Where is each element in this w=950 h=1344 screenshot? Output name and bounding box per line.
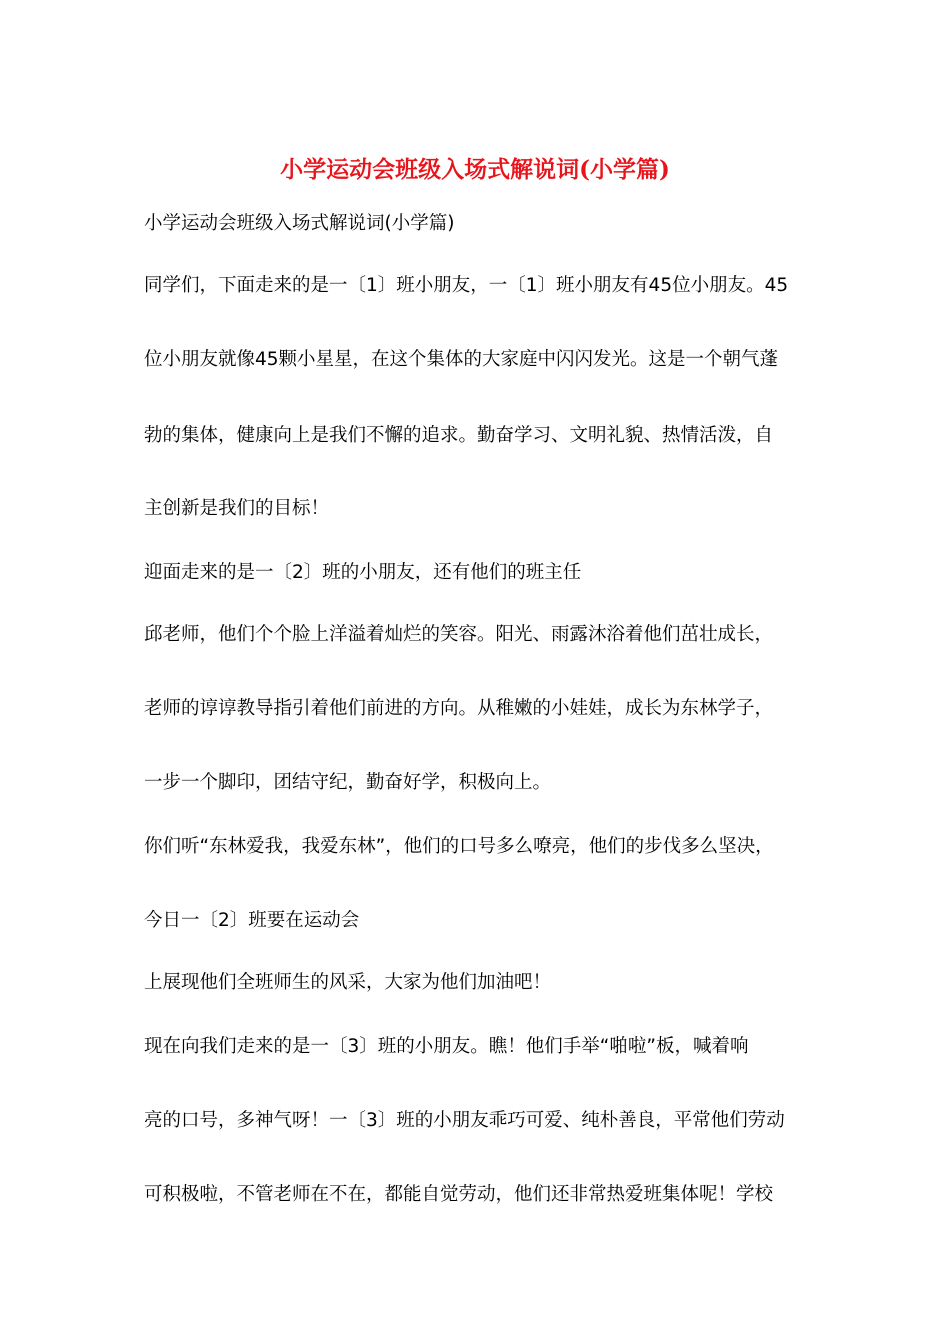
- text-line-10: 你们听“东林爱我，我爱东林”，他们的口号多么嘹亮，他们的步伐多么坚决，: [144, 836, 774, 857]
- document-title: 小学运动会班级入场式解说词(小学篇): [280, 156, 670, 183]
- text-line-9: 一步一个脚印，团结守纪，勤奋好学，积极向上。: [144, 772, 552, 793]
- text-line-1: 小学运动会班级入场式解说词(小学篇): [144, 213, 455, 234]
- text-line-6: 迎面走来的是一〔2〕班的小朋友，还有他们的班主任: [144, 562, 582, 583]
- text-line-15: 可积极啦，不管老师在不在，都能自觉劳动，他们还非常热爱班集体呢！学校: [144, 1184, 774, 1205]
- text-line-12: 上展现他们全班师生的风采，大家为他们加油吧！: [144, 972, 552, 993]
- text-line-13: 现在向我们走来的是一〔3〕班的小朋友。瞧！他们手举“啪啦”板，喊着响: [144, 1036, 749, 1057]
- text-line-2: 同学们，下面走来的是一〔1〕班小朋友，一〔1〕班小朋友有45位小朋友。45: [144, 275, 789, 296]
- text-line-7: 邱老师，他们个个脸上洋溢着灿烂的笑容。阳光、雨露沐浴着他们茁壮成长，: [144, 624, 774, 645]
- text-line-3: 位小朋友就像45颗小星星，在这个集体的大家庭中闪闪发光。这是一个朝气蓬: [144, 349, 779, 370]
- text-line-14: 亮的口号，多神气呀！一〔3〕班的小朋友乖巧可爱、纯朴善良，平常他们劳动: [144, 1110, 785, 1131]
- text-line-11: 今日一〔2〕班要在运动会: [144, 910, 360, 931]
- text-line-4: 勃的集体，健康向上是我们不懈的追求。勤奋学习、文明礼貌、热情活泼，自: [144, 425, 774, 446]
- text-line-5: 主创新是我们的目标！: [144, 498, 330, 519]
- text-line-8: 老师的谆谆教导指引着他们前进的方向。从稚嫩的小娃娃，成长为东林学子，: [144, 698, 774, 719]
